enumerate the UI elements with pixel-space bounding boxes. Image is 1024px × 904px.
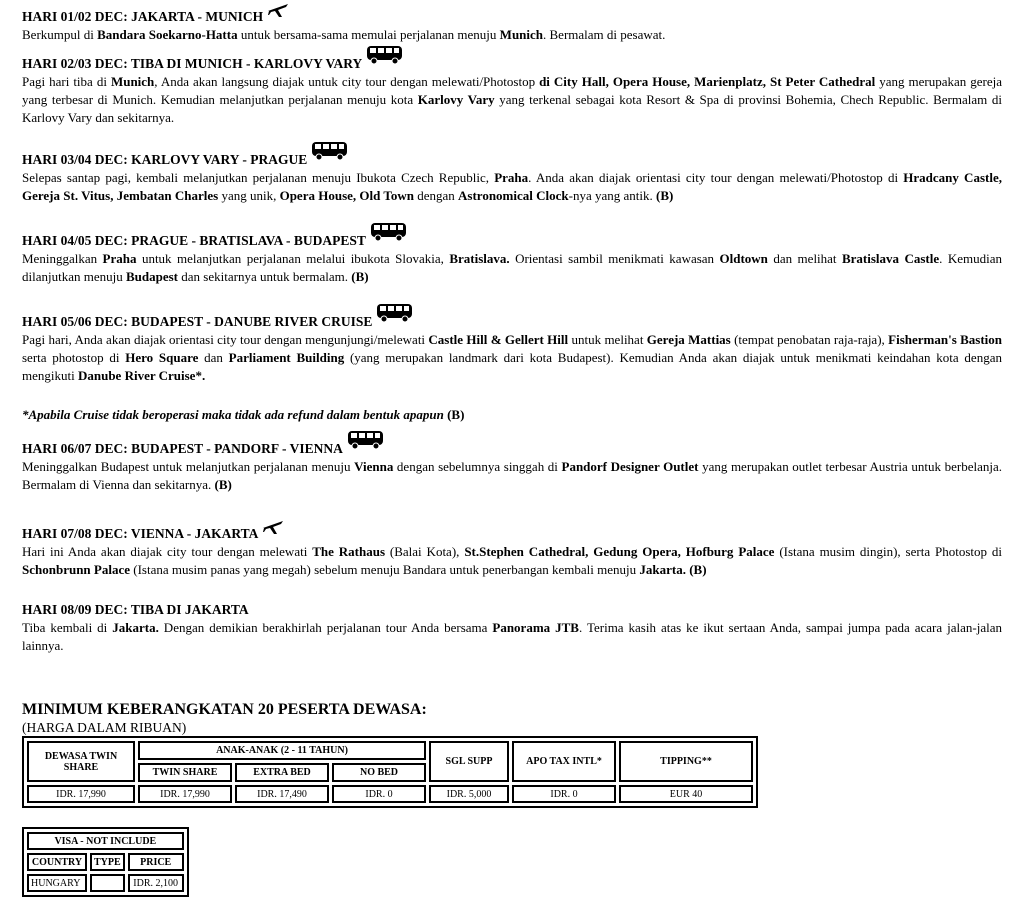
day-description: Meninggalkan Praha untuk melanjutkan perjalanan melalui ibukota Slovakia, Bratislava. Orientasi sambil menikmati kawasan Oldtown dan melihat Bratislava Castle. Kemudian dilanjutkan menuju Budapest dan sekitarnya untuk bermalam. (B) [22, 251, 1002, 284]
day-title-text: HARI 05/06 DEC: BUDAPEST - DANUBE RIVER CRUISE [22, 314, 373, 329]
day-description: Pagi hari, Anda akan diajak orientasi city tour dengan mengunjungi/melewati Castle Hill & Gellert Hill untuk melihat Gereja Mattias (tempat penobatan raja-raja), Fisherman's Bastion serta photostop di Hero Square dan Parliament Building (yang merupakan landmark dari kota Budapest). Kemudian Anda akan diajak untuk menikmati keindahan kota dengan mengikuti Danube River Cruise*. [22, 332, 1002, 383]
bus-icon [366, 45, 404, 69]
value-adult-twin: IDR. 17,990 [27, 785, 135, 803]
day-block [22, 232, 1002, 286]
visa-table [22, 827, 189, 897]
visa-header-country: COUNTRY [27, 853, 87, 871]
visa-title-row [27, 832, 184, 850]
day-block [22, 8, 1002, 44]
header-sgl-supp: SGL SUPP [429, 741, 509, 782]
value-tipping: EUR 40 [619, 785, 753, 803]
airplane-icon [262, 519, 284, 539]
value-child-no-bed: IDR. 0 [332, 785, 426, 803]
value-child-twin: IDR. 17,990 [138, 785, 232, 803]
price-table [22, 736, 758, 808]
visa-type [90, 874, 125, 892]
day-title-text: HARI 04/05 DEC: PRAGUE - BRATISLAVA - BUDAPEST [22, 233, 366, 248]
value-child-extra-bed: IDR. 17,490 [235, 785, 329, 803]
day-title [22, 55, 1002, 72]
visa-country: HUNGARY [27, 874, 87, 892]
header-child-extra-bed: EXTRA BED [235, 763, 329, 782]
pricing-title: MINIMUM KEBERANGKATAN 20 PESERTA DEWASA: [22, 701, 427, 718]
bus-icon [370, 222, 408, 246]
visa-header-price: PRICE [128, 853, 184, 871]
header-child-group: ANAK-ANAK (2 - 11 TAHUN) [138, 741, 426, 760]
header-adult-twin: DEWASA TWIN SHARE [27, 741, 135, 782]
day-title [22, 8, 1002, 25]
airplane-icon [267, 2, 289, 22]
day-description: Selepas santap pagi, kembali melanjutkan perjalanan menuju Ibukota Czech Republic, Praha. Anda akan diajak orientasi city tour dengan melewati/Photostop di Hradcany Castle, Gereja St. Vitus, Jembatan Charles yang unik, Opera House, Old Town dengan Astronomical Clock-nya yang antik. (B) [22, 170, 1002, 203]
visa-header-row [27, 853, 184, 871]
header-child-twin: TWIN SHARE [138, 763, 232, 782]
header-apo-tax: APO TAX INTL* [512, 741, 616, 782]
header-tipping: TIPPING** [619, 741, 753, 782]
cruise-note [22, 406, 464, 424]
day-block [22, 601, 1002, 655]
day-title-text: HARI 07/08 DEC: VIENNA - JAKARTA [22, 526, 259, 541]
day-block [22, 313, 1002, 385]
header-child-no-bed: NO BED [332, 763, 426, 782]
day-block [22, 525, 1002, 579]
value-sgl-supp: IDR. 5,000 [429, 785, 509, 803]
day-title-text: HARI 08/09 DEC: TIBA DI JAKARTA [22, 602, 249, 617]
cruise-note-suffix: (B) [447, 407, 465, 422]
price-table-values-row [27, 785, 753, 803]
day-title-text: HARI 03/04 DEC: KARLOVY VARY - PRAGUE [22, 152, 308, 167]
visa-title: VISA - NOT INCLUDE [27, 832, 184, 850]
visa-price: IDR. 2,100 [128, 874, 184, 892]
bus-icon [311, 141, 349, 165]
day-title [22, 525, 1002, 542]
cruise-note-text: *Apabila Cruise tidak beroperasi maka tidak ada refund dalam bentuk apapun [22, 407, 444, 422]
day-description: Meninggalkan Budapest untuk melanjutkan perjalanan menuju Vienna dengan sebelumnya singgah di Pandorf Designer Outlet yang merupakan outlet terbesar Austria untuk berbelanja. Bermalam di Vienna dan sekitarnya. (B) [22, 459, 1002, 492]
day-description: Berkumpul di Bandara Soekarno-Hatta untuk bersama-sama memulai perjalanan menuju Munich. Bermalam di pesawat. [22, 27, 666, 42]
value-apo-tax: IDR. 0 [512, 785, 616, 803]
bus-icon [347, 430, 385, 454]
day-title [22, 601, 1002, 618]
price-table-header-row [27, 741, 753, 760]
day-title [22, 440, 1002, 457]
day-block [22, 55, 1002, 127]
day-description: Pagi hari tiba di Munich, Anda akan langsung diajak untuk city tour dengan melewati/Photostop di City Hall, Opera House, Marienplatz, St Peter Cathedral yang merupakan gereja yang terbesar di Munich. Kemudian melanjutkan perjalanan menuju kota Karlovy Vary yang terkenal sebagai kota Resort & Spa di provinsi Bohemia, Chech Republic. Bermalam di Karlovy Vary dan sekitarnya. [22, 74, 1002, 125]
visa-header-type: TYPE [90, 853, 125, 871]
bus-icon [376, 303, 414, 327]
day-description: Tiba kembali di Jakarta. Dengan demikian berakhirlah perjalanan tour Anda bersama Panorama JTB. Terima kasih atas ke ikut sertaan Anda, sampai jumpa pada acara jalan-jalan lainnya. [22, 620, 1002, 653]
day-block [22, 151, 1002, 205]
visa-row [27, 874, 184, 892]
day-title [22, 232, 1002, 249]
day-description: Hari ini Anda akan diajak city tour dengan melewati The Rathaus (Balai Kota), St.Stephen Cathedral, Gedung Opera, Hofburg Palace (Istana musim dingin), serta Photostop di Schonbrunn Palace (Istana musim panas yang megah) sebelum menuju Bandara untuk penerbangan kembali menuju Jakarta. (B) [22, 544, 1002, 577]
pricing-subtitle: (HARGA DALAM RIBUAN) [22, 720, 187, 735]
day-title-text: HARI 06/07 DEC: BUDAPEST - PANDORF - VIENNA [22, 441, 343, 456]
day-title [22, 313, 1002, 330]
day-title-text: HARI 02/03 DEC: TIBA DI MUNICH - KARLOVY VARY [22, 56, 363, 71]
day-title [22, 151, 1002, 168]
day-title-text: HARI 01/02 DEC: JAKARTA - MUNICH [22, 9, 264, 24]
day-block [22, 440, 1002, 494]
